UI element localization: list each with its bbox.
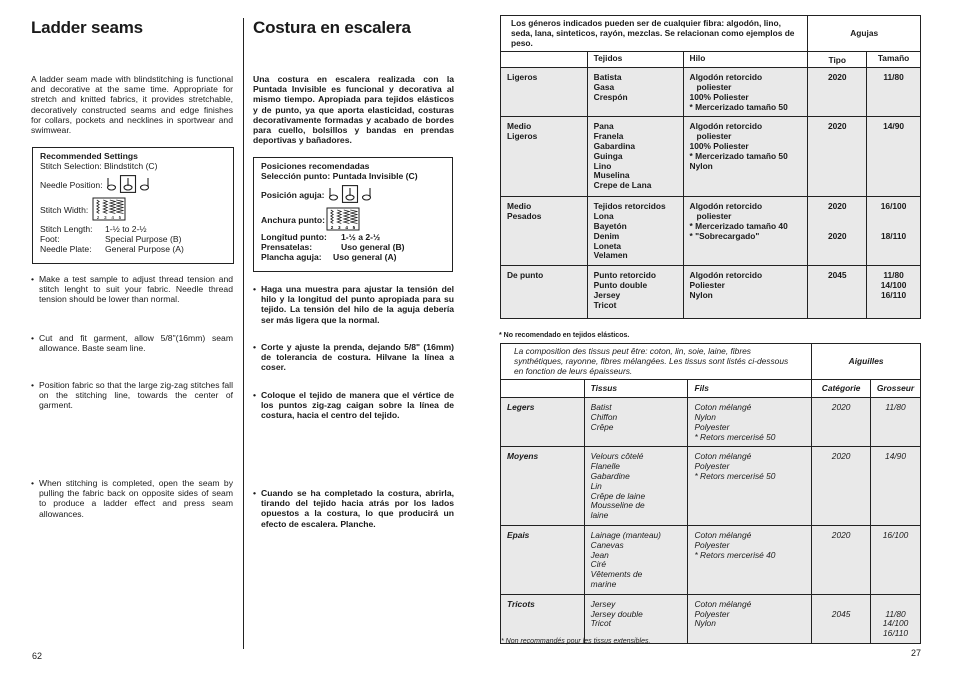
needle-plate-value: Uso general (A) (333, 252, 397, 263)
type-cell-line: 2020 (831, 529, 851, 540)
col-header-size: Grosseur (871, 380, 921, 398)
fabrics-cell-line: Lin (590, 480, 602, 491)
recommended-settings-en (32, 147, 234, 264)
thread-cell-line: poliester (689, 211, 732, 222)
type-cell (808, 68, 867, 117)
fabrics-cell-line: Batist (590, 402, 612, 413)
stitch-width-icon (92, 197, 126, 223)
stitch-length-label: Longitud punto: (261, 231, 327, 242)
category-cell (501, 117, 588, 197)
category-cell-line: Pesados (507, 211, 542, 222)
size-cell-line: 16/100 (880, 201, 907, 212)
category-cell (501, 447, 585, 526)
spanish-needle-table (500, 15, 921, 319)
category-cell (501, 594, 585, 643)
foot-value: Uso general (B) (341, 242, 405, 253)
foot-label: Foot: (40, 234, 60, 245)
thread-cell-line: Coton mélangé (694, 451, 752, 462)
fabrics-cell-line: Tricot (590, 618, 611, 629)
fabrics-cell-line: Punto retorcido (593, 270, 656, 281)
thread-cell-line: Nylon (689, 289, 713, 300)
type-cell (812, 525, 871, 594)
thread-cell-line: Polyester (694, 421, 730, 432)
fabrics-cell-line: Bayetón (593, 220, 627, 231)
category-cell-line: Medio (507, 201, 532, 212)
type-cell-line: 2020 (827, 201, 847, 212)
fabrics-cell-line: Vêtements de (590, 569, 643, 580)
needle-position-label: Posición aguja: (261, 190, 325, 201)
thread-cell-line: Polyester (694, 608, 730, 619)
bullet-text: When stitching is completed, open the seam by pulling the fabric back on opposite sides of seam to produce a ladder effect and press seam allowances. (39, 478, 233, 519)
size-cell (867, 266, 921, 319)
needle-position-label: Needle Position: (40, 180, 103, 191)
needle-plate-label: Plancha aguja: (261, 252, 322, 263)
size-cell-line: 14/90 (883, 121, 905, 132)
size-cell-line: 16/110 (883, 628, 909, 639)
fabrics-cell-line: Batista (593, 72, 622, 83)
fabrics-cell-line: Loneta (593, 240, 622, 251)
fabrics-cell-line: Jersey (590, 598, 616, 609)
needles-header: Aiguilles (812, 344, 921, 380)
thread-cell-line: Coton mélangé (694, 598, 752, 609)
fabrics-cell-line: Chiffon (590, 411, 618, 422)
fabrics-cell-line: Gabardine (590, 470, 630, 481)
thread-cell-line: Algodón retorcido (689, 121, 763, 132)
size-cell-line: 11/80 (885, 402, 906, 413)
foot-value: Special Purpose (B) (105, 234, 182, 245)
thread-cell (683, 197, 808, 266)
fabrics-cell-line: Muselina (593, 170, 630, 181)
fabrics-cell (584, 525, 688, 594)
stitch-selection: Stitch Selection: Blindstitch (C) (40, 161, 158, 172)
type-cell (812, 447, 871, 526)
intro-en: A ladder seam made with blindstitching is functional and decorative at the same time. Appropriate for stretch and knitted fabrics, it provides stretchable, decoratively constructed seams and edge finishes for collars, pockets and necklines in sportwear and swimwear. (31, 74, 233, 136)
needle-plate-label: Needle Plate: (40, 244, 92, 255)
thread-cell (683, 68, 808, 117)
size-cell (871, 525, 921, 594)
fabrics-cell (587, 117, 683, 197)
fabrics-cell-line: Guinga (593, 150, 623, 161)
category-cell-line: Medio (507, 121, 532, 132)
category-cell-line: Moyens (507, 451, 539, 462)
size-cell (871, 594, 921, 643)
fabrics-cell-line: Lainage (manteau) (590, 529, 661, 540)
table-row (501, 117, 921, 197)
fabrics-cell (584, 447, 688, 526)
thread-cell-line: poliester (689, 81, 732, 92)
bullet-en-2: • Cut and fit garment, allow 5/8"(16mm) seam allowance. Baste seam line. (31, 333, 233, 354)
thread-cell-line: * Retors mercerisé 50 (694, 431, 776, 442)
thread-cell-line: Coton mélangé (694, 529, 752, 540)
thread-cell (688, 594, 812, 643)
thread-cell (688, 525, 812, 594)
thread-cell-line: Polyester (694, 539, 730, 550)
bullet-en-4: • When stitching is completed, open the seam by pulling the fabric back on opposite sides of seam to produce a ladder effect and press seam allowances. (31, 478, 233, 519)
fabrics-cell-line: Flanelle (590, 461, 620, 472)
table-row (501, 594, 921, 643)
type-cell (812, 398, 871, 447)
thread-cell (688, 398, 812, 447)
bullet-es-3: • Coloque el tejido de manera que el vértice de los puntos zig-zag caigan sobre la línea de costura, hacia el centro del tejido. (253, 390, 454, 421)
fabrics-cell-line: Pana (593, 121, 614, 132)
thread-cell-line: 100% Poliester (689, 91, 749, 102)
size-cell-line: 14/100 (880, 279, 907, 290)
fabrics-cell-line: marine (590, 578, 617, 589)
size-cell-line: 11/80 (883, 72, 904, 83)
table-row (501, 398, 921, 447)
page-number-right: 27 (911, 648, 922, 658)
thread-cell-line: * Mercerizado tamaño 50 (689, 150, 788, 161)
fabrics-cell-line: Crêpe (590, 421, 614, 432)
width-number: 5 (352, 224, 356, 230)
type-cell-line: 2020 (827, 230, 847, 241)
table-row (501, 197, 921, 266)
width-number: 5 (118, 214, 122, 220)
table-row (501, 525, 921, 594)
size-cell (871, 447, 921, 526)
category-cell (501, 266, 588, 319)
width-number: 3 (104, 214, 107, 220)
table-row (501, 68, 921, 117)
category-cell (501, 197, 588, 266)
fabrics-cell-line: Lona (593, 211, 614, 222)
type-cell-line: 2020 (831, 402, 851, 413)
col-header-size: Tamaño (867, 52, 921, 68)
page-title-en: Ladder seams (31, 18, 143, 37)
bullet-text: Cuando se ha completado la costura, abrirla, tirando del tejido hacia atrás por los lados opuestos a la costura, lo que producirá un efecto de escalera. Planche. (261, 488, 454, 529)
needles-header: Agujas (808, 16, 921, 52)
thread-cell-line: Poliester (689, 279, 725, 290)
thread-cell-line: Coton mélangé (694, 402, 752, 413)
size-cell-line: 14/90 (885, 451, 906, 462)
thread-cell-line: poliester (689, 131, 732, 142)
fabrics-cell-line: Velamen (593, 250, 628, 261)
fabrics-cell (584, 398, 688, 447)
settings-heading: Recommended Settings (40, 151, 138, 161)
fabrics-cell-line: Gasa (593, 81, 615, 92)
width-number: 4 (345, 224, 348, 230)
table-row (501, 266, 921, 319)
category-cell-line: Tricots (507, 598, 535, 609)
width-number: 2 (330, 224, 334, 230)
bullet-text: Make a test sample to adjust thread tension and stitch lenght to suit your fabric. Needle thread tension should be lower than normal. (39, 274, 233, 305)
intro-es: Una costura en escalera realizada con la Puntada Invisible es funcional y decorativa al mismo tiempo. Apropiada para tejidos elásticos y de punto, ya que aporta elasticidad, costuras decorativamente formadas y acabado de bordes para cuello, bolsillos y bandas en prendas deportivas y bañadores. (253, 74, 454, 146)
recommended-settings-es (253, 157, 453, 272)
thread-cell-line: * Mercerizado tamaño 50 (689, 101, 788, 112)
size-cell-line: 16/100 (882, 529, 909, 540)
size-cell-line: 14/100 (882, 618, 909, 629)
stitch-length-value: 1-½ to 2-½ (105, 223, 147, 234)
fabrics-cell-line: Lino (593, 160, 612, 171)
thread-cell-line: * Retors mercerisé 40 (694, 549, 776, 560)
size-cell-line: 11/80 (885, 608, 906, 619)
width-number: 2 (96, 214, 100, 220)
fabrics-cell-line: laine (590, 510, 609, 521)
table-row (501, 447, 921, 526)
stitch-width-icon (326, 207, 360, 233)
type-cell-line: 2020 (831, 451, 851, 462)
bullet-text: Coloque el tejido de manera que el vértice de los puntos zig-zag caigan sobre la línea de costura, hacia el centro del tejido. (261, 390, 454, 421)
bullet-text: Position fabric so that the large zig-zag stitches fall on the stitching line, towards the center of garment. (39, 380, 233, 411)
fabrics-cell-line: Crêpe de laine (590, 490, 646, 501)
category-cell-line: De punto (507, 270, 544, 281)
type-cell (808, 117, 867, 197)
fabrics-cell-line: Jean (590, 549, 609, 560)
category-cell-line: Ligeros (507, 72, 538, 83)
type-cell (808, 197, 867, 266)
table-intro: La composition des tissus peut être: coton, lin, soie, laine, fibres synthétiques, rayonne, fibres mélangées. Les tissus sont listés ci-dessous en fonction de leurs épaisseurs. (501, 344, 812, 380)
stitch-width-label: Anchura punto: (261, 214, 325, 225)
fabrics-cell (587, 68, 683, 117)
width-number: 3 (337, 224, 341, 230)
fabrics-cell-line: Crepe de Lana (593, 180, 652, 191)
size-cell-line: 16/110 (880, 289, 907, 300)
table-intro: Los géneros indicados pueden ser de cualquier fibra: algodón, lino, seda, lana, sinteticos, rayón, mezclas. Se relacionan como ejemplos de peso. (501, 16, 808, 52)
type-cell-line: 2045 (831, 608, 851, 619)
bullet-en-3: • Position fabric so that the large zig-zag stitches fall on the stitching line, towards the center of garment. (31, 380, 233, 411)
fabrics-cell-line: Jersey (593, 289, 621, 300)
bullet-es-4: • Cuando se ha completado la costura, abrirla, tirando del tejido hacia atrás por los lados opuestos a la costura, lo que producirá un efecto de escalera. Planche. (253, 488, 454, 529)
col-header-thread: Hilo (683, 52, 808, 68)
fabrics-cell-line: Jersey double (590, 608, 643, 619)
settings-heading: Posiciones recomendadas (261, 161, 370, 171)
fabrics-cell-line: Canevas (590, 539, 624, 550)
thread-cell-line: Nylon (694, 618, 716, 629)
thread-cell-line: Polyester (694, 461, 730, 472)
fabrics-cell (587, 266, 683, 319)
stitch-length-value: 1-½ a 2-½ (341, 231, 381, 242)
col-header-type: Tipo (808, 52, 867, 68)
category-cell-line: Legers (507, 402, 535, 413)
fabrics-cell (584, 594, 688, 643)
thread-cell-line: Nylon (689, 160, 713, 171)
column-divider (243, 18, 244, 649)
thread-cell-line: * "Sobrecargado" (689, 230, 760, 241)
col-header-category: Catégorie (812, 380, 871, 398)
foot-label: Prensatelas: (261, 242, 313, 253)
type-cell (808, 266, 867, 319)
type-cell-line: 2020 (827, 121, 847, 132)
fabrics-cell-line: Denim (593, 230, 620, 241)
fabrics-cell-line: Crespón (593, 91, 628, 102)
needle-position-icon (106, 175, 152, 195)
fabrics-cell-line: Punto double (593, 279, 648, 290)
size-cell (867, 117, 921, 197)
fabrics-cell-line: Tricot (593, 299, 617, 310)
fabrics-cell-line: Gabardina (593, 140, 636, 151)
size-cell-line: 11/80 (883, 270, 904, 281)
needle-plate-value: General Purpose (A) (105, 244, 184, 255)
thread-cell-line: * Mercerizado tamaño 40 (689, 220, 788, 231)
thread-cell (683, 266, 808, 319)
needle-position-icon (328, 185, 374, 205)
fabrics-cell-line: Velours côtelé (590, 451, 644, 462)
stitch-width-label: Stitch Width: (40, 204, 89, 215)
category-cell (501, 525, 585, 594)
type-cell (812, 594, 871, 643)
category-cell (501, 68, 588, 117)
size-cell (871, 398, 921, 447)
fabrics-cell (587, 197, 683, 266)
stitch-selection: Selección punto: Puntada Invisible (C) (261, 171, 418, 182)
stitch-length-label: Stitch Length: (40, 223, 93, 234)
bullet-es-2: • Corte y ajuste la prenda, dejando 5/8" (16mm) de tolerancia de costura. Hilvane la línea a coser. (253, 342, 454, 373)
thread-cell-line: * Retors mercerisé 50 (694, 470, 776, 481)
page-title-es: Costura en escalera (253, 18, 411, 37)
fabrics-cell-line: Mousseline de (590, 500, 645, 511)
category-cell-line: Ligeros (507, 131, 538, 142)
thread-cell-line: Nylon (694, 411, 716, 422)
thread-cell (683, 117, 808, 197)
thread-cell-line: Algodón retorcido (689, 270, 763, 281)
thread-cell-line: 100% Poliester (689, 140, 749, 151)
size-cell (867, 68, 921, 117)
thread-cell-line: Algodón retorcido (689, 201, 763, 212)
footnote-fr: * Non recommandés pour les tissus extensibles. (501, 638, 651, 645)
category-cell-line: Epais (507, 529, 530, 540)
fabrics-cell-line: Franela (593, 131, 624, 142)
col-header-thread: Fils (688, 380, 812, 398)
bullet-es-1: • Haga una muestra para ajustar la tensión del hilo y la longitud del punto apropiada para su tejido. La tensión del hilo de la aguja debería ser más ligera que la normal. (253, 284, 454, 325)
bullet-en-1: • Make a test sample to adjust thread tension and stitch lenght to suit your fabric. Needle thread tension should be lower than normal. (31, 274, 233, 305)
thread-cell-line: Algodón retorcido (689, 72, 763, 83)
col-header-fabrics: Tissus (584, 380, 688, 398)
type-cell-line: 2045 (827, 270, 847, 281)
french-needle-table (500, 343, 921, 644)
thread-cell (688, 447, 812, 526)
footnote-es: * No recomendado en tejidos elásticos. (499, 332, 630, 339)
page-number-left: 62 (32, 651, 43, 661)
col-header-fabrics: Tejidos (587, 52, 683, 68)
size-cell (867, 197, 921, 266)
fabrics-cell-line: Tejidos retorcidos (593, 201, 666, 212)
size-cell-line: 18/110 (880, 230, 907, 241)
bullet-text: Haga una muestra para ajustar la tensión del hilo y la longitud del punto apropiada para su tejido. La tensión del hilo de la aguja debería ser más ligera que la normal. (261, 284, 454, 325)
bullet-text: Cut and fit garment, allow 5/8"(16mm) seam allowance. Baste seam line. (39, 333, 233, 354)
fabrics-cell-line: Ciré (590, 559, 606, 570)
category-cell (501, 398, 585, 447)
type-cell-line: 2020 (827, 72, 847, 83)
width-number: 4 (111, 214, 115, 220)
bullet-text: Corte y ajuste la prenda, dejando 5/8" (16mm) de tolerancia de costura. Hilvane la línea a coser. (261, 342, 454, 373)
